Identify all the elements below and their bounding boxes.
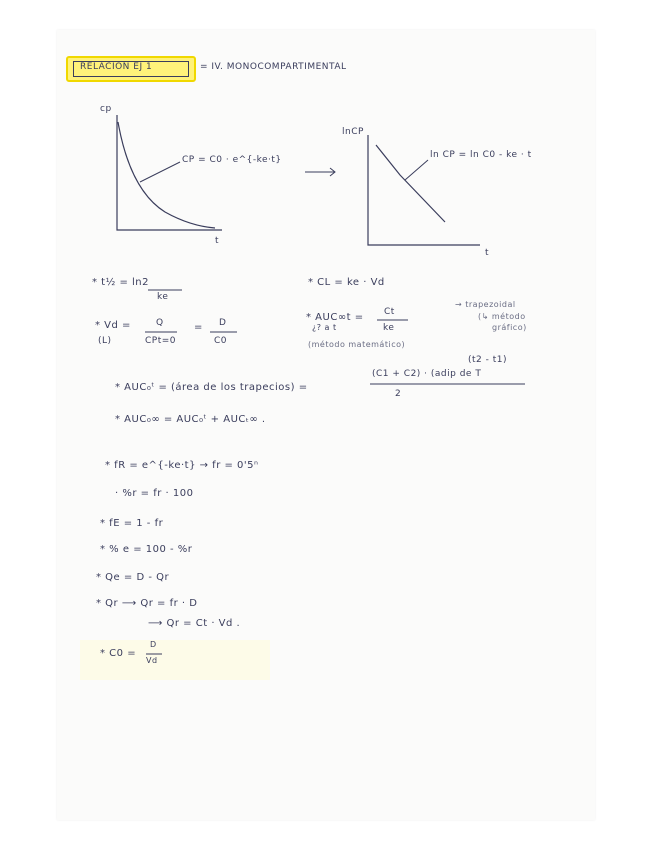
auc-0t-formula: * AUC₀ᵗ = (área de los trapecios) =	[115, 382, 308, 393]
qe-formula: * Qe = D - Qr	[96, 572, 170, 583]
c0-numerator: D	[150, 640, 157, 649]
method-note: (método matemático)	[308, 340, 406, 349]
pct-r-formula: · %r = fr · 100	[115, 488, 194, 499]
side-note-1: → trapezoidal	[455, 300, 516, 309]
fr-formula: * fR = e^{-ke·t} → fr = 0'5ⁿ	[105, 460, 259, 471]
vd-num-1: Q	[156, 318, 164, 328]
c0-formula: * C0 =	[100, 648, 137, 659]
side-note-3: gráfico)	[492, 323, 527, 332]
pct-e-formula: * % e = 100 - %r	[100, 544, 193, 555]
arrow-between-icon	[305, 168, 335, 176]
auc-0t-denominator: 2	[395, 389, 402, 399]
cl-formula: * CL = ke · Vd	[308, 277, 385, 288]
right-graph-annotation: ln CP = ln C0 - ke · t	[430, 150, 532, 160]
auc-inf-sub: ¿? a t	[312, 323, 337, 332]
vd-den-1: CPt=0	[145, 336, 177, 346]
right-graph-x-label: t	[485, 248, 490, 258]
c0-denominator: Vd	[146, 656, 158, 665]
vd-num-2: D	[219, 318, 227, 328]
left-graph-curve	[118, 122, 215, 228]
left-graph-x-label: t	[215, 236, 220, 246]
side-note-2: (↳ método	[478, 312, 526, 321]
auc-0t-numerator: (C1 + C2) · (adip de T	[372, 369, 482, 379]
qr-formula-1: * Qr ⟶ Qr = fr · D	[96, 598, 198, 609]
auc-inf-den: ke	[383, 323, 395, 333]
auc-inf-lhs: * AUC∞t =	[306, 312, 364, 323]
left-graph-y-label: cp	[100, 104, 112, 114]
vd-unit: (L)	[98, 336, 112, 346]
halflife-formula: * t½ = ln2	[92, 277, 150, 288]
title-subtitle: = IV. MONOCOMPARTIMENTAL	[200, 62, 347, 72]
left-graph-annotation: CP = C0 · e^{-ke·t}	[182, 155, 282, 165]
left-graph-pointer	[140, 162, 180, 182]
fe-formula: * fE = 1 - fr	[100, 518, 164, 529]
vd-den-2: C0	[214, 336, 228, 346]
auc-total-formula: * AUC₀∞ = AUC₀ᵗ + AUCₜ∞ .	[115, 414, 266, 425]
vd-equals: =	[194, 322, 203, 333]
auc-inf-num: Ct	[384, 307, 395, 317]
title-label: RELACION EJ 1	[80, 62, 153, 72]
right-graph-y-label: lnCP	[342, 127, 364, 137]
vd-lhs: * Vd =	[95, 320, 131, 331]
halflife-denominator: ke	[157, 292, 169, 302]
qr-formula-2: ⟶ Qr = Ct · Vd .	[148, 618, 241, 629]
right-graph-pointer	[405, 160, 428, 180]
trapezoid-delta: (t2 - t1)	[468, 355, 508, 365]
